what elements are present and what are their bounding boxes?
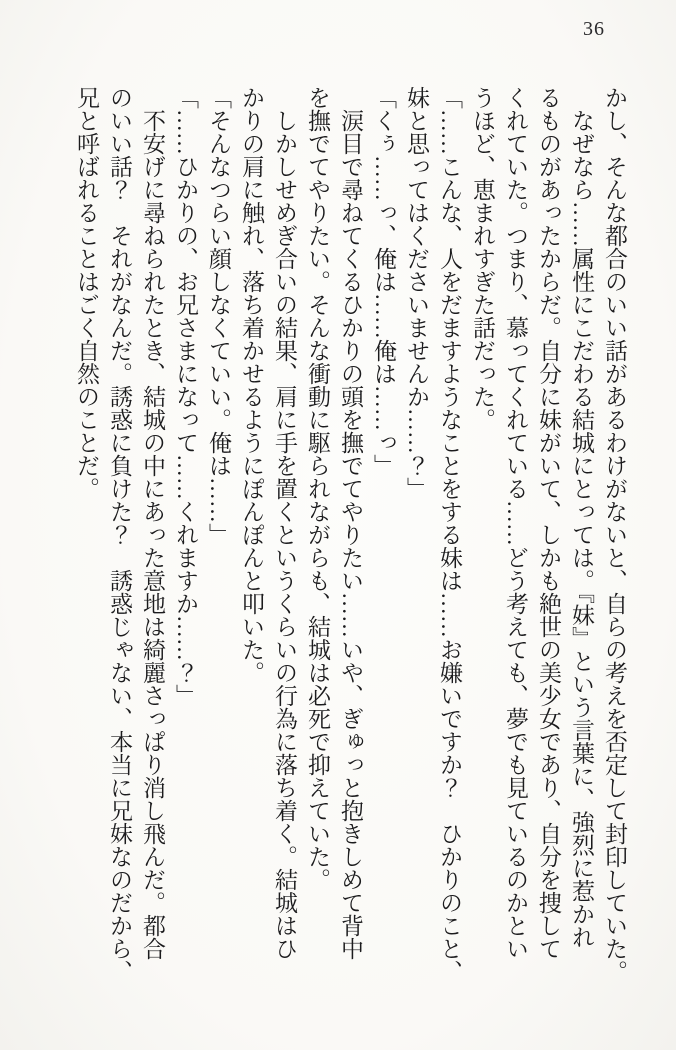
text-line: 「そんなつらい顔しなくていい。俺は……」 (206, 86, 231, 546)
text-line: かりの肩に触れ、落ち着かせるようにぽんぽんと叩いた。 (239, 86, 264, 684)
text-line: しかしせめぎ合いの結果、肩に手を置くというくらいの行為に落ち着く。結城はひ (272, 86, 297, 960)
text-line: のいい話？ それがなんだ。誘惑に負けた？ 誘惑じゃない、本当に兄妹なのだから、 (107, 86, 132, 983)
body-text (70, 86, 631, 1012)
text-line: 「くぅ……っ、俺は……俺は……っ」 (371, 86, 396, 477)
text-line: うほど、恵まれすぎた話だった。 (470, 86, 495, 431)
text-line: 妹と思ってはくださいませんか……？」 (404, 86, 429, 500)
text-line: 不安げに尋ねられたとき、結城の中にあった意地は綺麗さっぱり消し飛んだ。都合 (140, 86, 165, 960)
text-line: なぜなら……属性にこだわる結城にとっては。『妹』という言葉に、強烈に惹かれ (569, 86, 594, 949)
page-number: 36 (583, 18, 605, 40)
text-line: 「……ひかりの、お兄さまになって……くれますか……？」 (173, 86, 198, 707)
text-line: 兄と呼ばれることはごく自然のことだ。 (74, 86, 99, 500)
text-line: 涙目で尋ねてくるひかりの頭を撫でてやりたい……いや、ぎゅっと抱きしめて背中 (338, 86, 363, 960)
text-line: を撫でてやりたい。そんな衝動に駆られながらも、結城は必死で抑えていた。 (305, 86, 330, 891)
text-line: るものがあったからだ。自分に妹がいて、しかも絶世の美少女であり、自分を捜して (536, 86, 561, 960)
text-line: くれていた。つまり、慕ってくれている……どう考えても、夢でも見ているのかとい (503, 86, 528, 960)
text-line: 「……こんな、人をだますようなことをする妹は……お嫌いですか？ ひかりのこと、 (437, 86, 462, 983)
text-line: かし、そんな都合のいい話があるわけがないと、自らの考えを否定して封印していた。 (602, 86, 627, 983)
